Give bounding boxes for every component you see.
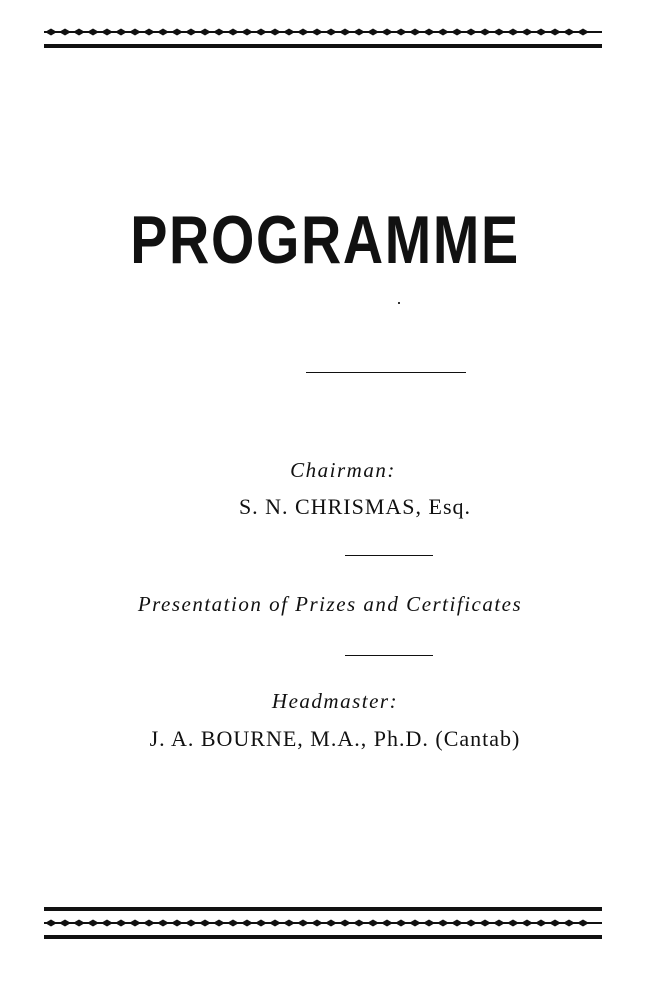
bottom-border-rule-upper — [44, 907, 602, 911]
chain-link — [199, 920, 211, 927]
chain-link — [269, 920, 281, 927]
chain-link — [241, 920, 253, 927]
chain-link — [199, 29, 211, 36]
chain-link — [563, 920, 575, 927]
chain-link — [283, 920, 295, 927]
chain-link — [395, 29, 407, 36]
chain-link — [437, 920, 449, 927]
chain-link — [171, 920, 183, 927]
chain-link — [45, 29, 57, 36]
headmaster-name: J. A. BOURNE, M.A., Ph.D. (Cantab) — [149, 726, 521, 751]
chain-link — [479, 920, 491, 927]
chain-link — [73, 920, 85, 927]
chain-link — [143, 29, 155, 36]
top-border-ornament — [44, 25, 602, 51]
chain-link — [549, 920, 561, 927]
chain-link — [87, 920, 99, 927]
headmaster-label: Headmaster: — [271, 689, 399, 713]
chain-link — [423, 920, 435, 927]
chain-link — [479, 29, 491, 36]
chain-link — [395, 920, 407, 927]
chain-link — [507, 29, 519, 36]
chain-link — [423, 29, 435, 36]
bottom-decorative-border — [44, 905, 602, 943]
chain-link — [493, 29, 505, 36]
chain-link — [451, 920, 463, 927]
chain-link — [297, 920, 309, 927]
chain-link — [465, 29, 477, 36]
bottom-border-rule-lower — [44, 935, 602, 939]
chain-link — [507, 920, 519, 927]
presentation-heading: Presentation of Prizes and Certificates — [137, 592, 523, 616]
chain-link — [269, 29, 281, 36]
chain-link — [297, 29, 309, 36]
chain-link — [381, 29, 393, 36]
chain-link — [213, 29, 225, 36]
chain-link — [311, 920, 323, 927]
chain-link — [115, 29, 127, 36]
chain-link — [535, 920, 547, 927]
divider-short-1 — [345, 555, 433, 556]
chain-link — [241, 29, 253, 36]
chain-link — [115, 920, 127, 927]
chain-link — [59, 920, 71, 927]
chain-link — [367, 29, 379, 36]
chain-link — [325, 920, 337, 927]
chain-link — [549, 29, 561, 36]
ink-speck — [398, 302, 400, 304]
chain-link — [409, 29, 421, 36]
top-border-rule — [44, 44, 602, 48]
chain-link — [101, 29, 113, 36]
chain-link — [325, 29, 337, 36]
chain-link — [59, 29, 71, 36]
chain-link — [157, 920, 169, 927]
chain-link — [493, 920, 505, 927]
chain-link — [171, 29, 183, 36]
chairman-name: S. N. CHRISMAS, Esq. — [238, 494, 472, 519]
chain-link — [409, 920, 421, 927]
chain-link — [311, 29, 323, 36]
chain-link — [577, 920, 589, 927]
chain-link — [129, 920, 141, 927]
bottom-border-ornament — [44, 905, 602, 943]
chain-pattern — [44, 29, 602, 36]
chain-link — [129, 29, 141, 36]
chain-link — [87, 29, 99, 36]
chain-link — [367, 920, 379, 927]
chain-link — [339, 29, 351, 36]
chain-link — [255, 29, 267, 36]
chain-link — [381, 920, 393, 927]
chain-link — [101, 920, 113, 927]
chain-link — [73, 29, 85, 36]
page-title: PROGRAMME — [130, 202, 520, 278]
chain-link — [353, 29, 365, 36]
chain-link — [465, 920, 477, 927]
chain-link — [227, 29, 239, 36]
chain-link — [157, 29, 169, 36]
chain-link — [521, 920, 533, 927]
chain-link — [45, 920, 57, 927]
chain-link — [143, 920, 155, 927]
chain-link — [255, 920, 267, 927]
top-decorative-border — [44, 25, 602, 51]
chain-link — [227, 920, 239, 927]
chairman-label: Chairman: — [290, 458, 396, 482]
chain-link — [535, 29, 547, 36]
chain-link — [521, 29, 533, 36]
chain-link — [283, 29, 295, 36]
chain-link — [185, 29, 197, 36]
chain-link — [437, 29, 449, 36]
chain-link — [577, 29, 589, 36]
divider-short-2 — [345, 655, 433, 656]
chain-link — [353, 920, 365, 927]
chain-link — [563, 29, 575, 36]
chain-link — [213, 920, 225, 927]
chain-link — [339, 920, 351, 927]
chain-link — [451, 29, 463, 36]
chain-link — [185, 920, 197, 927]
divider-long — [306, 372, 466, 373]
chain-pattern — [44, 920, 602, 927]
